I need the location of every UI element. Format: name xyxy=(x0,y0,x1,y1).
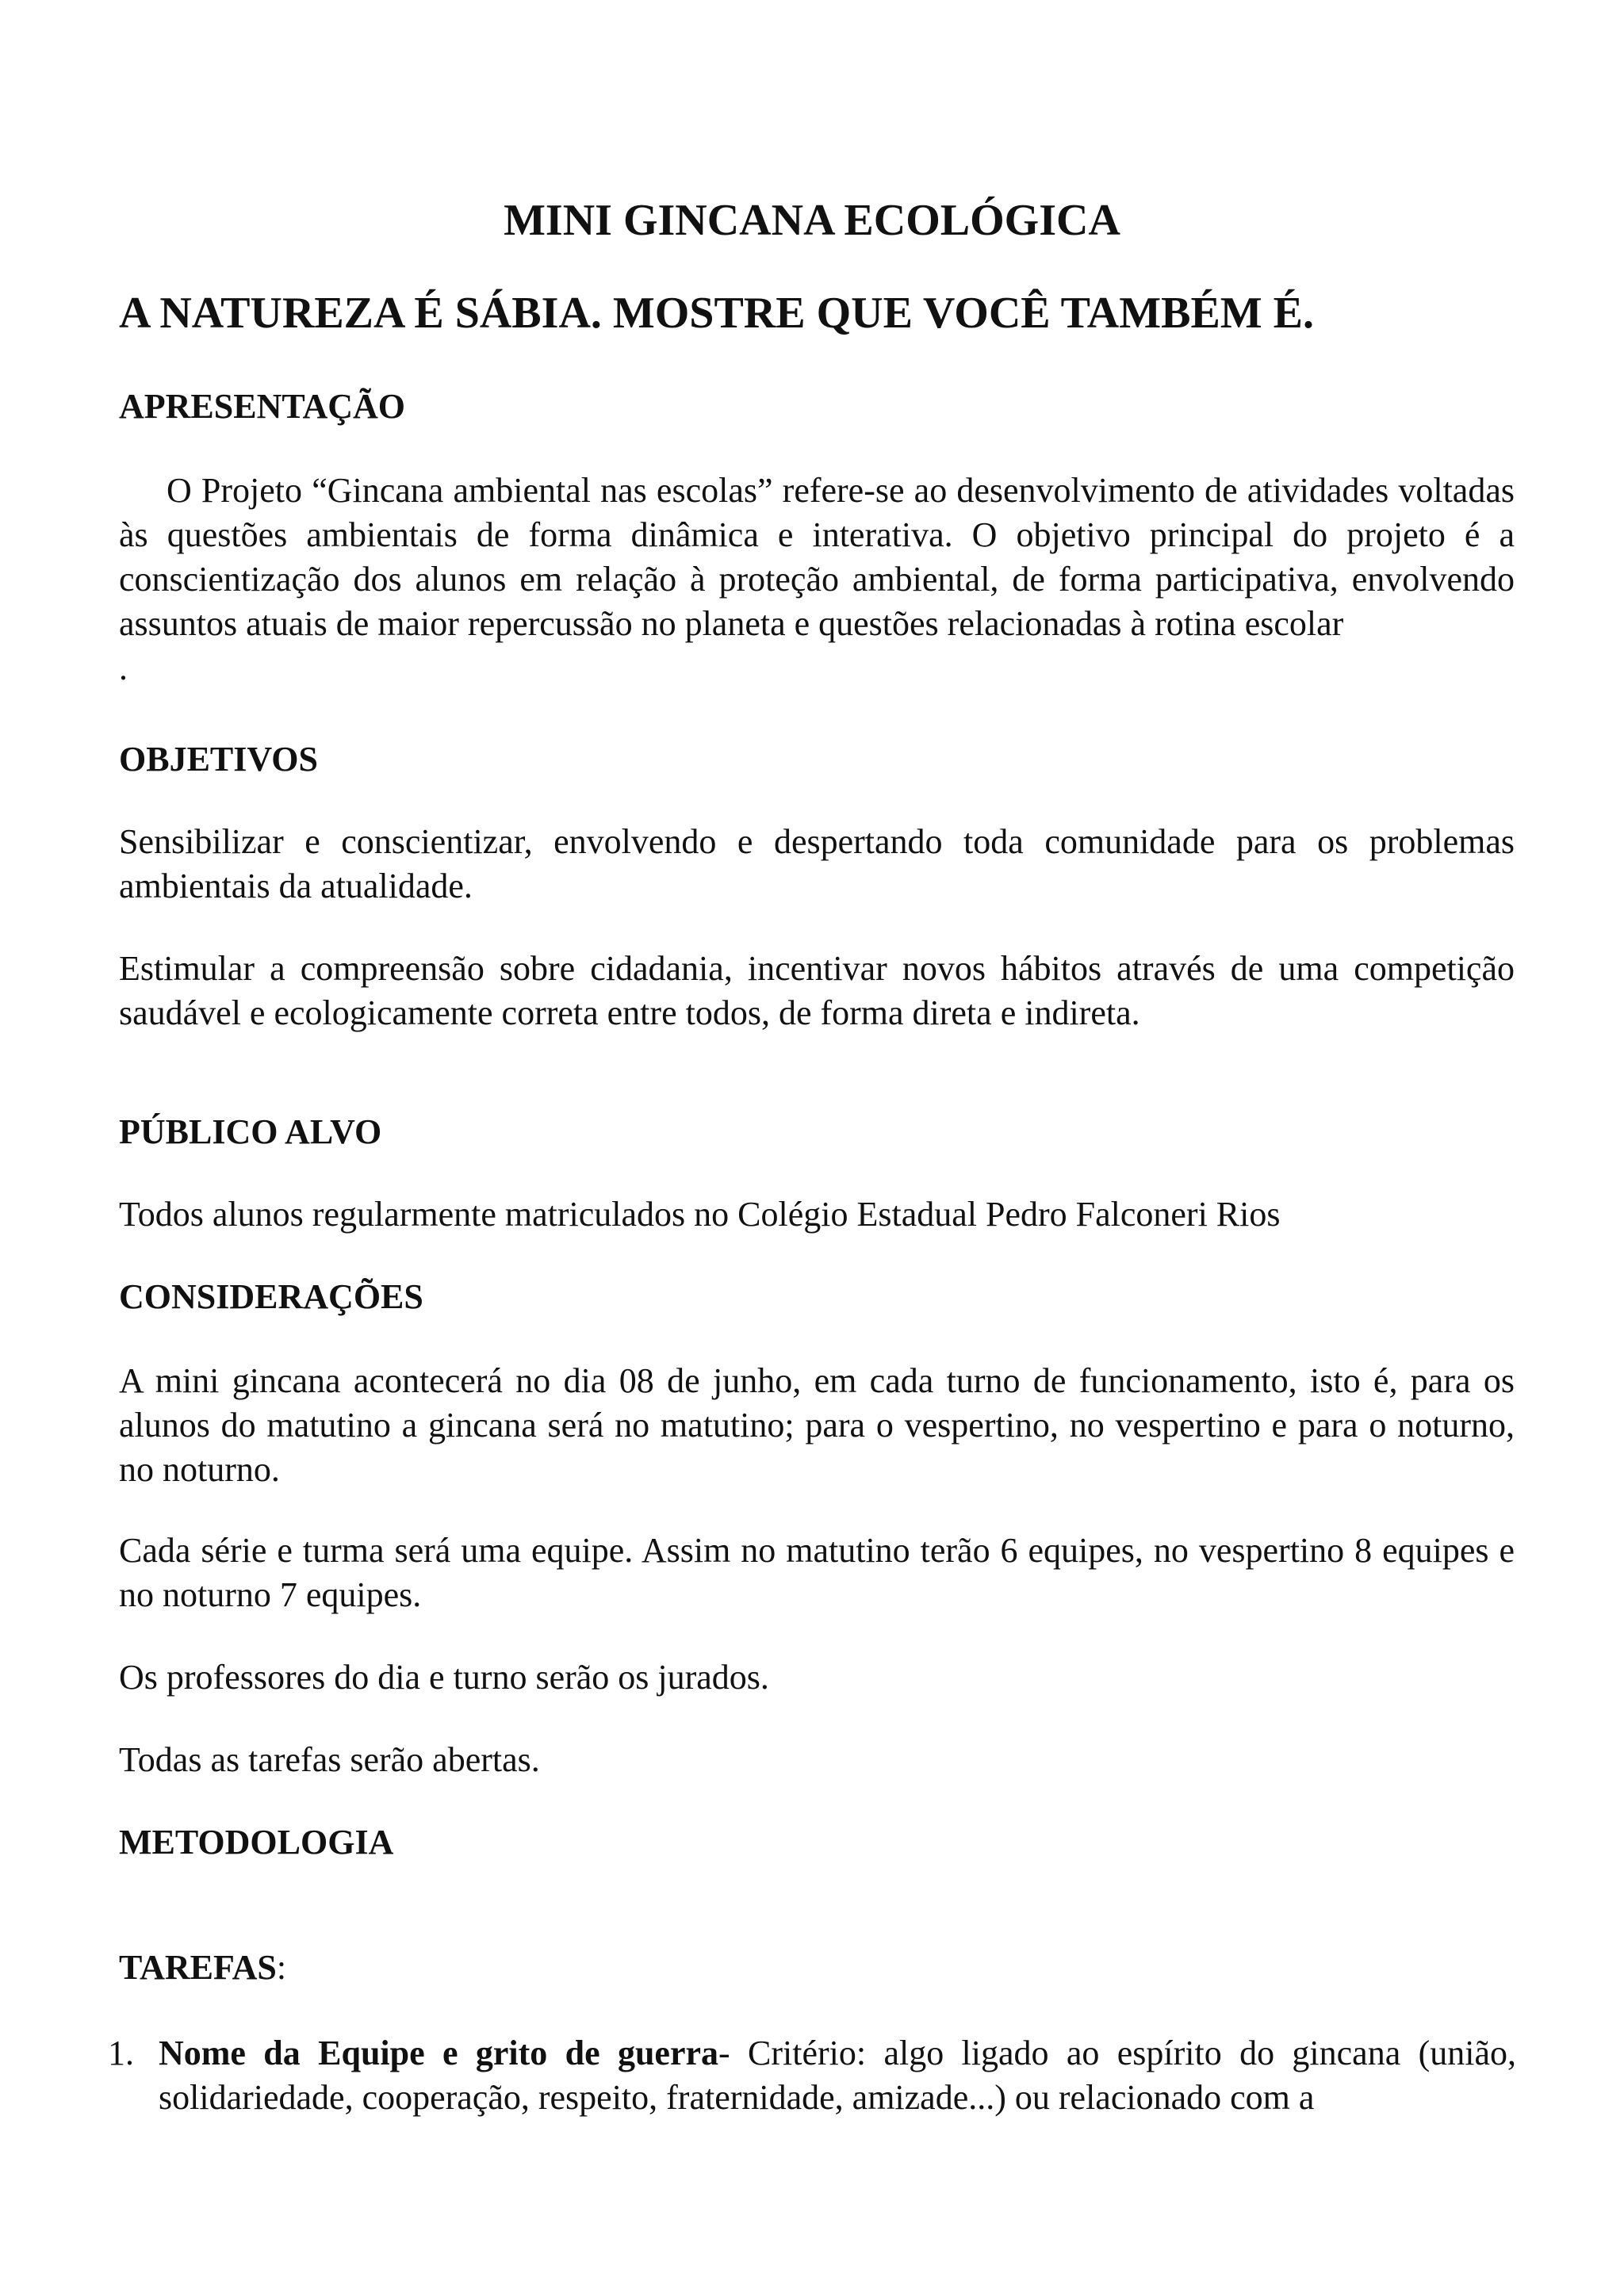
apresentacao-trailing-dot: . xyxy=(119,649,128,687)
heading-publico-alvo: PÚBLICO ALVO xyxy=(119,1112,382,1151)
consideracoes-paragraph: Todas as tarefas serão abertas. xyxy=(119,1740,540,1779)
objetivos-paragraph-1-wrap xyxy=(119,820,1515,909)
section-apresentacao xyxy=(119,386,1515,428)
consideracoes-paragraph: A mini gincana acontecerá no dia 08 de junho, em cada turno de funcionamento, isto é, para os alunos do matutino a gincana será no matutino; para o vespertino, no vespertino e para o noturno, no noturno. xyxy=(119,1361,1515,1489)
list-item-bold-label: Nome da Equipe e grito de guerra xyxy=(159,2034,719,2072)
heading-tarefas-colon: : xyxy=(276,1948,287,1987)
heading-apresentacao: APRESENTAÇÃO xyxy=(119,387,406,426)
objetivos-paragraph-2-wrap xyxy=(119,947,1515,1035)
section-objetivos xyxy=(119,739,1515,781)
publico-alvo-body xyxy=(119,1192,1515,1237)
publico-alvo-paragraph: Todos alunos regularmente matriculados no Colégio Estadual Pedro Falconeri Rios xyxy=(119,1195,1281,1234)
list-item-body xyxy=(159,2031,1516,2120)
consideracoes-paragraph: Cada série e turma será uma equipe. Assim no matutino terão 6 equipes, no vespertino 8 equipes e no noturno 7 equipes. xyxy=(119,1531,1515,1614)
list-item-number: 1. xyxy=(108,2034,134,2072)
objetivos-paragraph: Estimular a compreensão sobre cidadania, incentivar novos hábitos através de uma competição saudável e ecologicamente correta entre todos, de forma direta e indireta. xyxy=(119,949,1515,1032)
heading-consideracoes: CONSIDERAÇÕES xyxy=(119,1277,423,1316)
heading-tarefas xyxy=(119,1947,1515,1989)
document-title: MINI GINCANA ECOLÓGICA xyxy=(504,196,1120,245)
section-consideracoes xyxy=(119,1276,1515,1318)
list-item xyxy=(108,2031,1516,2120)
apresentacao-body xyxy=(119,469,1515,691)
heading-tarefas-label: TAREFAS xyxy=(119,1948,277,1987)
list-item-text: - Critério: algo ligado ao espírito do gincana (união, solidariedade, cooperação, respeito, fraternidade, amizade...) ou relacionado com a xyxy=(159,2034,1516,2117)
consideracoes-paragraph-2-wrap xyxy=(119,1529,1515,1617)
consideracoes-paragraph-3-wrap xyxy=(119,1655,1515,1700)
apresentacao-paragraph: O Projeto “Gincana ambiental nas escolas” refere-se ao desenvolvimento de atividades voltadas às questões ambientais de forma dinâmica e interativa. O objetivo principal do projeto é a conscientização dos alunos em relação à proteção ambiental, de forma participativa, envolvendo assuntos atuais de maior repercussão no planeta e questões relacionadas à rotina escolar xyxy=(119,471,1515,643)
objetivos-paragraph: Sensibilizar e conscientizar, envolvendo e despertando toda comunidade para os problemas ambientais da atualidade. xyxy=(119,822,1515,905)
section-metodologia xyxy=(119,1822,1515,1864)
heading-objetivos: OBJETIVOS xyxy=(119,740,318,779)
document-subtitle: A NATUREZA É SÁBIA. MOSTRE QUE VOCÊ TAMBÉM É. xyxy=(119,289,1314,338)
section-tarefas xyxy=(119,1947,1515,1989)
section-publico-alvo xyxy=(119,1112,1515,1154)
consideracoes-paragraph-1-wrap xyxy=(119,1359,1515,1492)
consideracoes-paragraph: Os professores do dia e turno serão os jurados. xyxy=(119,1658,769,1697)
consideracoes-paragraph-4-wrap xyxy=(119,1738,1515,1782)
heading-metodologia: METODOLOGIA xyxy=(119,1823,394,1862)
